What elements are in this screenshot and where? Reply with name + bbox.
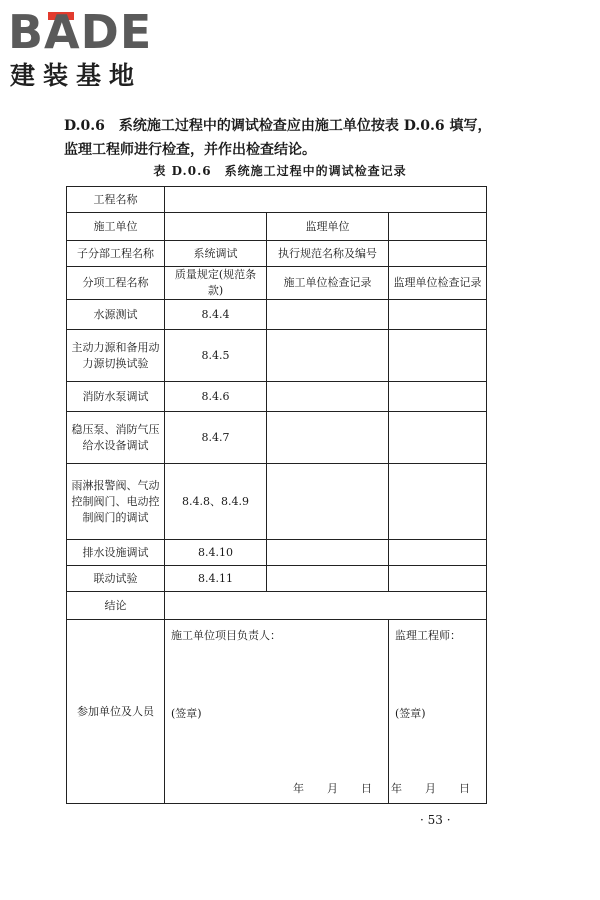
row-contractor-record bbox=[267, 412, 389, 464]
contractor-sign-title: 施工单位项目负责人： bbox=[171, 629, 281, 642]
supervisor-sign-title: 监理工程师： bbox=[395, 629, 461, 642]
row-clause: 8.4.6 bbox=[165, 382, 267, 412]
subdivision-value: 系统调试 bbox=[165, 241, 267, 267]
row-clause: 8.4.8、8.4.9 bbox=[165, 464, 267, 540]
contractor-sign-date: 年 月 日 bbox=[293, 782, 378, 795]
supervisor-label: 监理单位 bbox=[267, 213, 389, 241]
row-supervisor-record bbox=[389, 330, 487, 382]
row-name: 联动试验 bbox=[67, 566, 165, 592]
table-header-row bbox=[67, 267, 487, 300]
row-contractor-record bbox=[267, 382, 389, 412]
row-contractor-record bbox=[267, 566, 389, 592]
contractor-label: 施工单位 bbox=[67, 213, 165, 241]
row-supervisor-record bbox=[389, 464, 487, 540]
page-number: · 53 · bbox=[420, 813, 451, 827]
supervisor-sign-seal: (签章) bbox=[395, 707, 426, 720]
row-clause: 8.4.7 bbox=[165, 412, 267, 464]
row-name: 主动力源和备用动力源切换试验 bbox=[67, 330, 165, 382]
row-clause: 8.4.11 bbox=[165, 566, 267, 592]
col-header-contractor-check: 施工单位检查记录 bbox=[267, 267, 389, 300]
contractor-sign-seal: (签章) bbox=[171, 707, 202, 720]
table-row bbox=[67, 464, 487, 540]
conclusion-value bbox=[165, 592, 487, 620]
row-name: 消防水泵调试 bbox=[67, 382, 165, 412]
row-name: 雨淋报警阀、气动控制阀门、电动控制阀门的调试 bbox=[67, 464, 165, 540]
conclusion-label: 结论 bbox=[67, 592, 165, 620]
supervisor-sign-date: 年 月 日 bbox=[391, 782, 477, 795]
table-row bbox=[67, 382, 487, 412]
row-name: 排水设施调试 bbox=[67, 540, 165, 566]
row-supervisor-record bbox=[389, 382, 487, 412]
standard-value bbox=[389, 241, 487, 267]
intro-paragraph: D.0.6 系统施工过程中的调试检查应由施工单位按表 D.0.6 填写，监理工程师进行检查，并作出检查结论。 bbox=[64, 118, 492, 158]
inspection-record-table bbox=[66, 186, 487, 804]
row-contractor-record bbox=[267, 300, 389, 330]
table-row bbox=[67, 241, 487, 267]
logo-tagline: 建装基地 bbox=[10, 61, 143, 90]
table-row bbox=[67, 592, 487, 620]
table-row bbox=[67, 330, 487, 382]
supervisor-signature-cell bbox=[389, 620, 487, 804]
table-row bbox=[67, 187, 487, 213]
project-name-label: 工程名称 bbox=[67, 187, 165, 213]
contractor-value bbox=[165, 213, 267, 241]
row-name: 水源测试 bbox=[67, 300, 165, 330]
subdivision-label: 子分部工程名称 bbox=[67, 241, 165, 267]
participants-label: 参加单位及人员 bbox=[67, 620, 165, 804]
table-title: 表 D.0.6 系统施工过程中的调试检查记录 bbox=[153, 164, 407, 178]
row-supervisor-record bbox=[389, 412, 487, 464]
table-row bbox=[67, 213, 487, 241]
row-contractor-record bbox=[267, 540, 389, 566]
col-header-quality: 质量规定(规范条款) bbox=[165, 267, 267, 300]
supervisor-value bbox=[389, 213, 487, 241]
row-clause: 8.4.5 bbox=[165, 330, 267, 382]
col-header-item: 分项工程名称 bbox=[67, 267, 165, 300]
table-row bbox=[67, 300, 487, 330]
contractor-signature-cell bbox=[165, 620, 389, 804]
signature-row bbox=[67, 620, 487, 804]
row-supervisor-record bbox=[389, 300, 487, 330]
row-contractor-record bbox=[267, 330, 389, 382]
row-clause: 8.4.4 bbox=[165, 300, 267, 330]
table-row bbox=[67, 412, 487, 464]
logo-brand: BADE bbox=[8, 5, 153, 59]
row-name: 稳压泵、消防气压给水设备调试 bbox=[67, 412, 165, 464]
brand-logo bbox=[8, 6, 178, 96]
row-supervisor-record bbox=[389, 540, 487, 566]
table-row bbox=[67, 566, 487, 592]
row-contractor-record bbox=[267, 464, 389, 540]
col-header-supervisor-check: 监理单位检查记录 bbox=[389, 267, 487, 300]
table-row bbox=[67, 540, 487, 566]
row-clause: 8.4.10 bbox=[165, 540, 267, 566]
row-supervisor-record bbox=[389, 566, 487, 592]
project-name-value bbox=[165, 187, 487, 213]
standard-label: 执行规范名称及编号 bbox=[267, 241, 389, 267]
